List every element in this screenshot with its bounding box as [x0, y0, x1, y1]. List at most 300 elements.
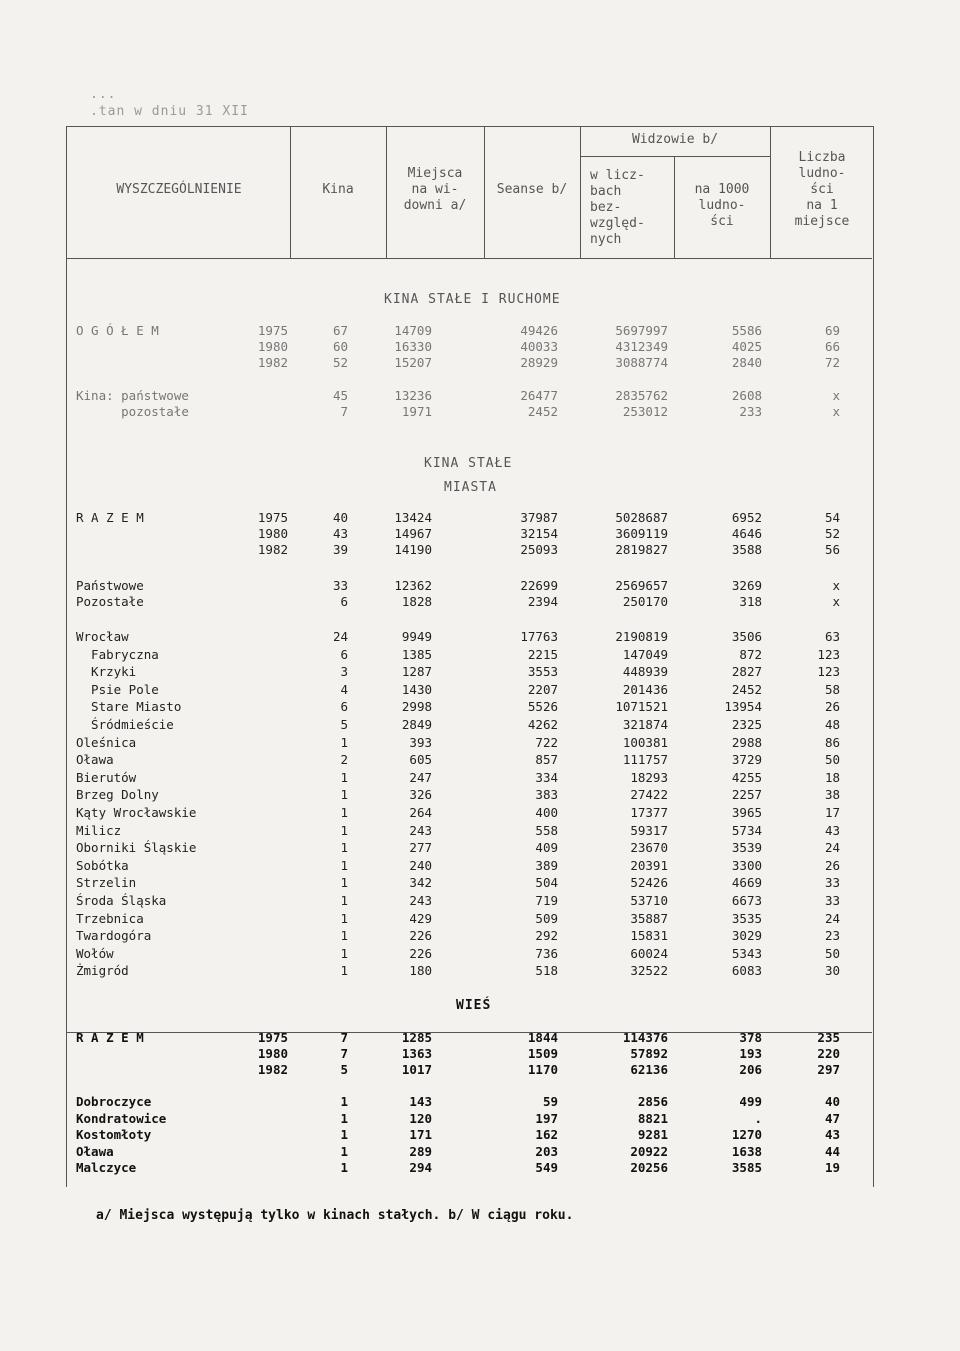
cell-na1000: 233 — [739, 404, 762, 419]
cell-kina: 6 — [340, 594, 348, 609]
cell-widzowie: 35887 — [630, 910, 668, 926]
cell-liczba: 86 — [824, 734, 840, 750]
cell-na1000: 378 — [739, 1030, 762, 1045]
cell-miejsca: 14967 — [394, 526, 432, 541]
cell-kina: 4 — [340, 681, 348, 697]
cell-liczba: 54 — [824, 510, 840, 525]
cell-miejsca: 14709 — [394, 323, 432, 338]
cell-kina: 1 — [340, 857, 348, 873]
cell-miejsca: 240 — [409, 857, 432, 873]
cell-widzowie: 17377 — [630, 805, 668, 820]
cell-widzowie: 8821 — [637, 1110, 668, 1126]
table-row — [0, 963, 960, 978]
table-row — [0, 911, 960, 926]
cell-na1000: 318 — [739, 594, 762, 609]
cell-miejsca: 15207 — [394, 355, 432, 370]
table-row — [0, 1062, 960, 1077]
cell-label: Bierutów — [76, 769, 137, 785]
cell-liczba: x — [832, 404, 840, 419]
cell-seanse: 162 — [535, 1127, 558, 1142]
cell-label: Żmigród — [76, 963, 129, 979]
cell-kina: 1 — [340, 805, 348, 820]
cell-liczba: 24 — [824, 910, 840, 926]
cell-seanse: 857 — [535, 752, 558, 768]
cell-seanse: 203 — [535, 1143, 558, 1159]
cell-label: pozostałe — [76, 404, 189, 419]
cell-liczba: 43 — [824, 822, 840, 838]
cell-miejsca: 264 — [409, 805, 432, 820]
section-miasta: MIASTA — [444, 480, 497, 495]
cell-na1000: 5586 — [731, 323, 762, 338]
table-row — [0, 339, 960, 354]
cell-liczba: 63 — [824, 629, 840, 644]
cell-year: 1982 — [257, 542, 288, 557]
cell-miejsca: 1828 — [401, 594, 432, 609]
cell-miejsca: 429 — [409, 910, 432, 926]
cell-liczba: 235 — [817, 1030, 840, 1045]
cell-widzowie: 111757 — [622, 752, 668, 768]
cell-liczba: 72 — [824, 355, 840, 370]
cell-seanse: 2207 — [527, 681, 558, 697]
cell-kina: 24 — [332, 629, 348, 644]
cell-liczba: 33 — [824, 893, 840, 908]
cell-na1000: 4025 — [731, 339, 762, 354]
cell-seanse: 25093 — [520, 542, 558, 557]
table-row — [0, 594, 960, 609]
cell-kina: 2 — [340, 752, 348, 768]
cell-label: Środa Śląska — [76, 893, 167, 908]
table-row — [0, 1046, 960, 1061]
table-row — [0, 578, 960, 593]
cell-seanse: 1844 — [527, 1030, 558, 1045]
cell-liczba: 24 — [824, 840, 840, 856]
cell-widzowie: 9281 — [637, 1127, 668, 1142]
widzowie-header-rule — [580, 156, 770, 157]
cell-seanse: 5526 — [527, 699, 558, 715]
cell-kina: 33 — [332, 578, 348, 593]
cell-miejsca: 9949 — [401, 629, 432, 644]
cell-label: Kostomłoty — [76, 1127, 152, 1142]
cell-kina: 43 — [332, 526, 348, 541]
cell-na1000: 3585 — [731, 1160, 762, 1175]
cell-seanse: 383 — [535, 787, 558, 803]
cell-na1000: 5343 — [731, 945, 762, 961]
cell-na1000: 4646 — [731, 526, 762, 541]
cell-na1000: 872 — [739, 646, 762, 662]
col-divider-1 — [290, 126, 291, 258]
cell-na1000: 1270 — [731, 1127, 762, 1142]
table-row — [0, 787, 960, 802]
table-row — [0, 770, 960, 785]
table-row — [0, 752, 960, 767]
cell-na1000: . — [754, 1110, 762, 1126]
cell-seanse: 509 — [535, 910, 558, 926]
header-kina: Kina — [322, 182, 354, 197]
cell-liczba: x — [832, 578, 840, 593]
cell-label: Twardogóra — [76, 928, 152, 944]
table-row — [0, 323, 960, 338]
table-row — [0, 1160, 960, 1175]
cell-miejsca: 277 — [409, 840, 432, 856]
table-row — [0, 355, 960, 370]
cell-seanse: 736 — [535, 945, 558, 961]
cell-miejsca: 243 — [409, 822, 432, 838]
cell-kina: 1 — [340, 734, 348, 750]
cell-miejsca: 143 — [409, 1094, 432, 1109]
cell-label: Kąty Wrocławskie — [76, 805, 197, 820]
cell-na1000: 193 — [739, 1046, 762, 1061]
cell-widzowie: 53710 — [630, 893, 668, 908]
cell-seanse: 32154 — [520, 526, 558, 541]
cell-kina: 1 — [340, 822, 348, 838]
cell-liczba: 43 — [824, 1127, 840, 1142]
cell-miejsca: 16330 — [394, 339, 432, 354]
cell-widzowie: 201436 — [622, 681, 668, 697]
cell-miejsca: 1971 — [401, 404, 432, 419]
cell-widzowie: 114376 — [622, 1030, 668, 1045]
cell-liczba: x — [832, 594, 840, 609]
cell-label: O G Ó Ł E M — [76, 323, 159, 338]
cell-seanse: 722 — [535, 734, 558, 750]
table-row — [0, 629, 960, 644]
cell-label: Psie Pole — [76, 681, 159, 697]
cell-miejsca: 393 — [409, 734, 432, 750]
section-kina-stale: KINA STAŁE — [424, 456, 513, 471]
cell-seanse: 1170 — [527, 1062, 558, 1077]
cell-widzowie: 147049 — [622, 646, 668, 662]
cell-widzowie: 253012 — [622, 404, 668, 419]
cell-na1000: 3539 — [731, 840, 762, 856]
cell-liczba: 56 — [824, 542, 840, 557]
cell-seanse: 558 — [535, 822, 558, 838]
cell-liczba: 123 — [817, 646, 840, 662]
cell-widzowie: 20922 — [630, 1143, 668, 1159]
cell-kina: 1 — [340, 840, 348, 856]
cell-miejsca: 1363 — [401, 1046, 432, 1061]
table-row — [0, 840, 960, 855]
cell-year: 1980 — [257, 526, 288, 541]
cell-year: 1982 — [257, 1062, 288, 1077]
cell-kina: 1 — [340, 1110, 348, 1126]
col-divider-4 — [580, 126, 581, 258]
cell-seanse: 49426 — [520, 323, 558, 338]
cell-seanse: 59 — [542, 1094, 558, 1109]
header-bottom-rule — [66, 258, 872, 259]
cell-kina: 67 — [332, 323, 348, 338]
cell-label: Wołów — [76, 945, 114, 961]
cell-widzowie: 4312349 — [615, 339, 668, 354]
cell-na1000: 6952 — [731, 510, 762, 525]
cell-miejsca: 1287 — [401, 664, 432, 680]
cell-na1000: 3535 — [731, 910, 762, 926]
table-row — [0, 542, 960, 557]
table-row — [0, 928, 960, 943]
table-row — [0, 1094, 960, 1109]
cell-label: Oleśnica — [76, 734, 137, 750]
cell-miejsca: 14190 — [394, 542, 432, 557]
cell-seanse: 518 — [535, 963, 558, 979]
cell-liczba: 50 — [824, 945, 840, 961]
cell-label: Strzelin — [76, 875, 137, 891]
header-liczba: Liczba ludno- ści na 1 miejsce — [794, 150, 850, 229]
cell-na1000: 3029 — [731, 928, 762, 944]
table-row — [0, 717, 960, 732]
cell-miejsca: 2849 — [401, 717, 432, 732]
cell-liczba: 220 — [817, 1046, 840, 1061]
cell-liczba: 297 — [817, 1062, 840, 1077]
header-wyszczegolnienie: WYSZCZEGÓLNIENIE — [116, 182, 242, 197]
cell-liczba: 38 — [824, 787, 840, 803]
cell-kina: 5 — [340, 1062, 348, 1077]
cell-year: 1980 — [257, 339, 288, 354]
cell-label: Oława — [76, 752, 114, 768]
header-w-liczbach: w licz- bach bez- względ- nych — [590, 168, 645, 247]
cell-widzowie: 57892 — [630, 1046, 668, 1061]
cell-kina: 7 — [340, 404, 348, 419]
cell-seanse: 389 — [535, 857, 558, 873]
table-title — [90, 86, 249, 120]
cell-widzowie: 2856 — [637, 1094, 668, 1109]
cell-na1000: 6673 — [731, 893, 762, 908]
cell-miejsca: 1017 — [401, 1062, 432, 1077]
cell-na1000: 5734 — [731, 822, 762, 838]
title-line-1: ... — [90, 87, 117, 102]
cell-seanse: 4262 — [527, 717, 558, 732]
cell-widzowie: 5028687 — [615, 510, 668, 525]
cell-kina: 60 — [332, 339, 348, 354]
cell-na1000: 4255 — [731, 769, 762, 785]
cell-label: Sobótka — [76, 857, 129, 873]
cell-miejsca: 13424 — [394, 510, 432, 525]
cell-na1000: 6083 — [731, 963, 762, 979]
cell-year: 1975 — [257, 510, 288, 525]
cell-na1000: 499 — [739, 1094, 762, 1109]
section-wies: WIEŚ — [456, 998, 492, 1013]
cell-widzowie: 2190819 — [615, 629, 668, 644]
cell-label: Śródmieście — [76, 717, 174, 732]
cell-na1000: 2840 — [731, 355, 762, 370]
cell-miejsca: 1430 — [401, 681, 432, 697]
cell-seanse: 292 — [535, 928, 558, 944]
cell-seanse: 197 — [535, 1110, 558, 1126]
cell-na1000: 4669 — [731, 875, 762, 891]
cell-liczba: 23 — [824, 928, 840, 944]
cell-widzowie: 2835762 — [615, 388, 668, 403]
table-row — [0, 858, 960, 873]
cell-label: Pozostałe — [76, 594, 144, 609]
cell-seanse: 549 — [535, 1160, 558, 1175]
cell-miejsca: 605 — [409, 752, 432, 768]
table-row — [0, 664, 960, 679]
cell-widzowie: 2819827 — [615, 542, 668, 557]
cell-miejsca: 1285 — [401, 1030, 432, 1045]
cell-kina: 1 — [340, 1094, 348, 1109]
table-row — [0, 823, 960, 838]
cell-kina: 40 — [332, 510, 348, 525]
table-row — [0, 1030, 960, 1045]
cell-kina: 1 — [340, 893, 348, 908]
cell-kina: 3 — [340, 664, 348, 680]
cell-liczba: 66 — [824, 339, 840, 354]
cell-widzowie: 100381 — [622, 734, 668, 750]
cell-widzowie: 20391 — [630, 857, 668, 873]
cell-liczba: 33 — [824, 875, 840, 891]
cell-label: Brzeg Dolny — [76, 787, 159, 803]
table-row — [0, 893, 960, 908]
cell-liczba: 44 — [824, 1143, 840, 1159]
table-row — [0, 1111, 960, 1126]
cell-label: Stare Miasto — [76, 699, 182, 715]
cell-na1000: 3588 — [731, 542, 762, 557]
cell-miejsca: 171 — [409, 1127, 432, 1142]
cell-seanse: 22699 — [520, 578, 558, 593]
cell-kina: 1 — [340, 963, 348, 979]
cell-label: Kondratowice — [76, 1110, 167, 1126]
cell-kina: 1 — [340, 910, 348, 926]
table-row — [0, 805, 960, 820]
cell-widzowie: 2569657 — [615, 578, 668, 593]
cell-widzowie: 321874 — [622, 717, 668, 732]
cell-miejsca: 120 — [409, 1110, 432, 1126]
cell-kina: 1 — [340, 1160, 348, 1175]
cell-label: R A Z E M — [76, 510, 144, 525]
cell-widzowie: 20256 — [630, 1160, 668, 1175]
cell-kina: 7 — [340, 1030, 348, 1045]
cell-na1000: 206 — [739, 1062, 762, 1077]
cell-label: Państwowe — [76, 578, 144, 593]
cell-liczba: 47 — [824, 1110, 840, 1126]
cell-na1000: 2608 — [731, 388, 762, 403]
cell-miejsca: 243 — [409, 893, 432, 908]
cell-label: Kina: państwowe — [76, 388, 189, 403]
cell-liczba: 58 — [824, 681, 840, 697]
cell-kina: 1 — [340, 928, 348, 944]
cell-na1000: 2988 — [731, 734, 762, 750]
cell-liczba: 69 — [824, 323, 840, 338]
cell-na1000: 2452 — [731, 681, 762, 697]
cell-liczba: 52 — [824, 526, 840, 541]
cell-widzowie: 1071521 — [615, 699, 668, 715]
cell-kina: 52 — [332, 355, 348, 370]
cell-liczba: 17 — [824, 805, 840, 820]
cell-seanse: 400 — [535, 805, 558, 820]
cell-seanse: 26477 — [520, 388, 558, 403]
cell-liczba: 50 — [824, 752, 840, 768]
cell-liczba: 19 — [824, 1160, 840, 1175]
cell-na1000: 2325 — [731, 717, 762, 732]
cell-label: Krzyki — [76, 664, 137, 680]
cell-seanse: 40033 — [520, 339, 558, 354]
cell-kina: 45 — [332, 388, 348, 403]
cell-na1000: 3300 — [731, 857, 762, 873]
cell-widzowie: 448939 — [622, 664, 668, 680]
cell-widzowie: 15831 — [630, 928, 668, 944]
header-seanse: Seanse b/ — [496, 182, 568, 197]
cell-na1000: 2827 — [731, 664, 762, 680]
table-row — [0, 946, 960, 961]
table-row — [0, 510, 960, 525]
cell-widzowie: 62136 — [630, 1062, 668, 1077]
cell-liczba: 123 — [817, 664, 840, 680]
cell-seanse: 719 — [535, 893, 558, 908]
table-row — [0, 1144, 960, 1159]
table-row — [0, 682, 960, 697]
cell-widzowie: 18293 — [630, 769, 668, 785]
cell-label: R A Z E M — [76, 1030, 144, 1045]
cell-kina: 1 — [340, 787, 348, 803]
cell-liczba: 26 — [824, 699, 840, 715]
cell-liczba: 26 — [824, 857, 840, 873]
cell-kina: 5 — [340, 717, 348, 732]
cell-na1000: 1638 — [731, 1143, 762, 1159]
cell-na1000: 3729 — [731, 752, 762, 768]
cell-label: Malczyce — [76, 1160, 137, 1175]
cell-miejsca: 247 — [409, 769, 432, 785]
cell-miejsca: 13236 — [394, 388, 432, 403]
cell-seanse: 409 — [535, 840, 558, 856]
cell-label: Wrocław — [76, 629, 129, 644]
cell-year: 1975 — [257, 1030, 288, 1045]
cell-kina: 1 — [340, 945, 348, 961]
cell-miejsca: 1385 — [401, 646, 432, 662]
cell-seanse: 1509 — [527, 1046, 558, 1061]
cell-miejsca: 294 — [409, 1160, 432, 1175]
cell-miejsca: 2998 — [401, 699, 432, 715]
cell-na1000: 13954 — [724, 699, 762, 715]
cell-seanse: 504 — [535, 875, 558, 891]
cell-year: 1980 — [257, 1046, 288, 1061]
cell-kina: 1 — [340, 1127, 348, 1142]
cell-liczba: 40 — [824, 1094, 840, 1109]
cell-miejsca: 12362 — [394, 578, 432, 593]
cell-kina: 1 — [340, 1143, 348, 1159]
cell-label: Oborniki Śląskie — [76, 840, 197, 856]
cell-liczba: 48 — [824, 717, 840, 732]
table-row — [0, 875, 960, 890]
cell-na1000: 3269 — [731, 578, 762, 593]
footnote: a/ Miejsca występują tylko w kinach stałych. b/ W ciągu roku. — [96, 1208, 574, 1223]
cell-liczba: 30 — [824, 963, 840, 979]
table-row — [0, 699, 960, 714]
cell-label: Dobroczyce — [76, 1094, 152, 1109]
header-miejsca: Miejsca na wi- downi a/ — [403, 166, 467, 213]
cell-na1000: 2257 — [731, 787, 762, 803]
cell-label: Fabryczna — [76, 646, 159, 662]
cell-year: 1975 — [257, 323, 288, 338]
cell-seanse: 37987 — [520, 510, 558, 525]
cell-miejsca: 226 — [409, 945, 432, 961]
cell-kina: 6 — [340, 699, 348, 715]
header-widzowie: Widzowie b/ — [631, 132, 719, 147]
cell-widzowie: 52426 — [630, 875, 668, 891]
table-row — [0, 647, 960, 662]
cell-seanse: 3553 — [527, 664, 558, 680]
cell-seanse: 2452 — [527, 404, 558, 419]
cell-kina: 1 — [340, 769, 348, 785]
cell-widzowie: 23670 — [630, 840, 668, 856]
cell-widzowie: 5697997 — [615, 323, 668, 338]
cell-miejsca: 289 — [409, 1143, 432, 1159]
cell-miejsca: 326 — [409, 787, 432, 803]
cell-seanse: 17763 — [520, 629, 558, 644]
col-divider-2 — [386, 126, 387, 258]
cell-widzowie: 250170 — [622, 594, 668, 609]
cell-widzowie: 60024 — [630, 945, 668, 961]
cell-widzowie: 3609119 — [615, 526, 668, 541]
cell-miejsca: 180 — [409, 963, 432, 979]
cell-seanse: 334 — [535, 769, 558, 785]
cell-year: 1982 — [257, 355, 288, 370]
